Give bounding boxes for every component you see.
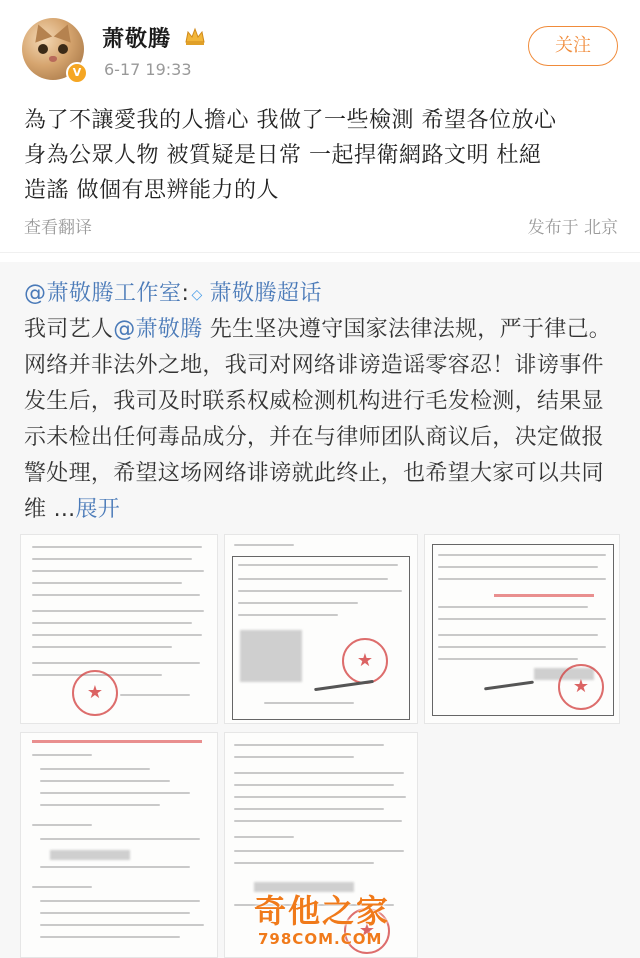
translate-link[interactable]: 查看翻译 (24, 218, 92, 238)
watermark-main: 奇他之家 (254, 892, 391, 930)
post-text-line: 身為公眾人物 被質疑是日常 一起捍衛網路文明 杜絕 (24, 143, 542, 168)
document-image[interactable] (20, 534, 218, 724)
repost-body (24, 312, 618, 528)
follow-button[interactable]: 关注 (528, 26, 618, 66)
post-text-line: 造謠 做個有思辨能力的人 (24, 178, 279, 203)
repost-tags (24, 276, 322, 307)
crown-icon (184, 26, 206, 46)
verified-icon: V (66, 62, 88, 84)
studio-mention-link[interactable]: @萧敬腾工作室 (24, 281, 182, 306)
post-timestamp: 6-17 19:33 (104, 60, 192, 79)
repost-text-prefix: 我司艺人 (24, 317, 114, 342)
author-name[interactable]: 萧敬腾 (102, 27, 172, 52)
document-image[interactable] (20, 732, 218, 958)
supertopic-link[interactable]: 萧敬腾超话 (209, 281, 322, 306)
document-image[interactable] (224, 534, 418, 724)
repost-card[interactable] (0, 262, 640, 958)
post-location: 发布于 北京 (527, 218, 618, 238)
repost-text-body: 先生坚决遵守国家法律法规，严于律己。网络并非法外之地，我司对网络诽谤造谣零容忍！诽谤事件发生后，我司及时联系权威检测机构进行毛发检测，结果显示未检出任何毒品成分，并在与律师团队商议后，决定做报警处理，希望这场网络诽谤就此终止，也希望大家可以共同维 ... (24, 317, 612, 522)
document-image[interactable] (424, 534, 620, 724)
expand-link[interactable]: 展开 (75, 497, 121, 522)
artist-mention-link[interactable]: @萧敬腾 (113, 317, 203, 342)
watermark-logo (254, 886, 404, 952)
post-body (24, 103, 624, 208)
separator: : (181, 281, 190, 306)
watermark-sub: 798COM.COM (258, 930, 383, 948)
diamond-icon: ◇ (191, 287, 203, 303)
post-text-line: 為了不讓愛我的人擔心 我做了一些檢測 希望各位放心 (24, 108, 557, 133)
divider (0, 252, 640, 253)
post-header (0, 0, 640, 96)
